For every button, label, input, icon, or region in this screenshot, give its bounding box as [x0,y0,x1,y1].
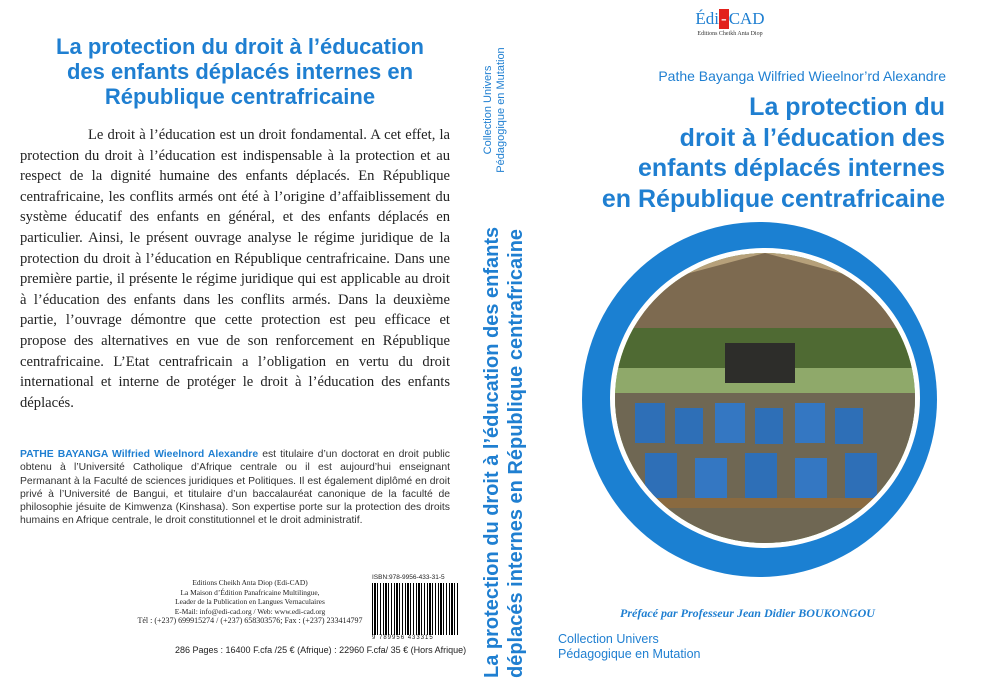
spine-collection-line: Pédagogique en Mutation [495,47,507,173]
logo-edi: Édi [695,9,720,28]
front-author: Pathe Bayanga Wilfried Wieelnor’rd Alexandre [658,68,946,84]
publisher-line: E-Mail: info@edi-cad.org / Web: www.edi-cad.org [174,606,326,616]
front-title-line: droit à l’éducation des [679,123,945,152]
classroom-photo [615,253,915,543]
author-bio [20,448,450,528]
publisher-line: La Maison d’Édition Panafricaine Multilingue, [180,587,320,597]
front-title-line: enfants déplacés internes [637,154,945,182]
back-title-line: des enfants déplacés internes en [66,59,414,84]
spine-title-line: La protection du droit à l’éducation des enfants [481,226,503,678]
back-title [20,34,460,109]
publisher-logo [690,7,770,45]
back-title-line: République centrafricaine [104,84,376,109]
price-line: 286 Pages : 16400 F.cfa /25 € (Afrique) : 22960 F.cfa/ 35 € (Hors Afrique) [175,645,467,655]
front-title-line: en République centrafricaine [601,184,945,213]
logo-mark [690,7,770,31]
front-collection-line: Pédagogique en Mutation [558,647,701,661]
barcode-block [372,574,462,646]
author-bio-name: PATHE BAYANGA Wilfried Wieelnord Alexandre [20,449,259,460]
preface-line: Préfacé par Professeur Jean Didier BOUKONGOU [620,606,875,620]
cover-photo [610,248,920,548]
author-bio-text: est titulaire d’un doctorat en droit public obtenu à l’Université Catholique d’Afrique centrale ou il est aujourd’hui enseignant Permanant à la Faculté de sciences juridiques et Politiques. Il est également diplômé en droit privé à l’Université de Bangui, et titulaire d’un baccalauréat canonique de la faculté de philosophie jésuite de Kimwenza (Kinshasa). Son expertise porte sur la protection des droits humains en Afrique centrale, le droit constitutionnel et le droit administratif. [20,449,450,527]
front-title-line: La protection du [749,93,945,121]
spine-title-line: déplacés internes en République centrafricaine [505,228,527,678]
publisher-line: Leader de la Publication en Langues Vernaculaires [175,597,325,607]
spine-collection-block [482,40,522,180]
logo-subtitle: Editions Cheikh Anta Diop [697,31,763,37]
publisher-line: Editions Cheikh Anta Diop (Edi-CAD) [192,578,308,587]
spine-collection-line: Collection Univers [482,65,494,155]
logo-cad: CAD [728,9,765,28]
front-title [540,92,945,214]
publisher-contact: Tél : (+237) 699915274 / (+237) 658303576; Fax : (+237) 233414797 [137,616,363,626]
back-title-line: La protection du droit à l’éducation [56,34,424,59]
publisher-info [130,578,370,626]
front-collection [558,632,700,662]
back-blurb: Le droit à l’éducation est un droit fondamental. A cet effet, la protection du droit à l’éducation est indispensable à la protection et au respect de la dignité humaine des enfants déplacés. En République centrafricaine, les conflits armés ont été à l’origine d’affaiblissement du système éducatif des enfants en général, et des enfants déplacés en particulier. Ainsi, le présent ouvrage analyse le régime juridique de la protection du droit à l’éducation en République centrafricaine. Dans une première partie, il présente le régime juridique qui est applicable au droit à l’éducation des enfants dans les conflits armés. Dans la deuxième partie, l’ouvrage démontre que cette protection est peu efficace et propose des alternatives en vue de son renforcement en République centrafricaine. L’Etat centrafricain a l’obligation en vertu du droit international et interne de protéger le droit à l’éducation des enfants déplacés. [20,127,450,411]
spine-title-block [480,226,532,678]
logo-dash: - [721,9,727,28]
front-collection-line: Collection Univers [558,632,659,646]
isbn: ISBN:978-9956-433-31-5 [372,574,445,581]
back-cover [0,0,478,700]
barcode [372,583,460,635]
barcode-digits: 9 789956 433315 [372,635,434,641]
